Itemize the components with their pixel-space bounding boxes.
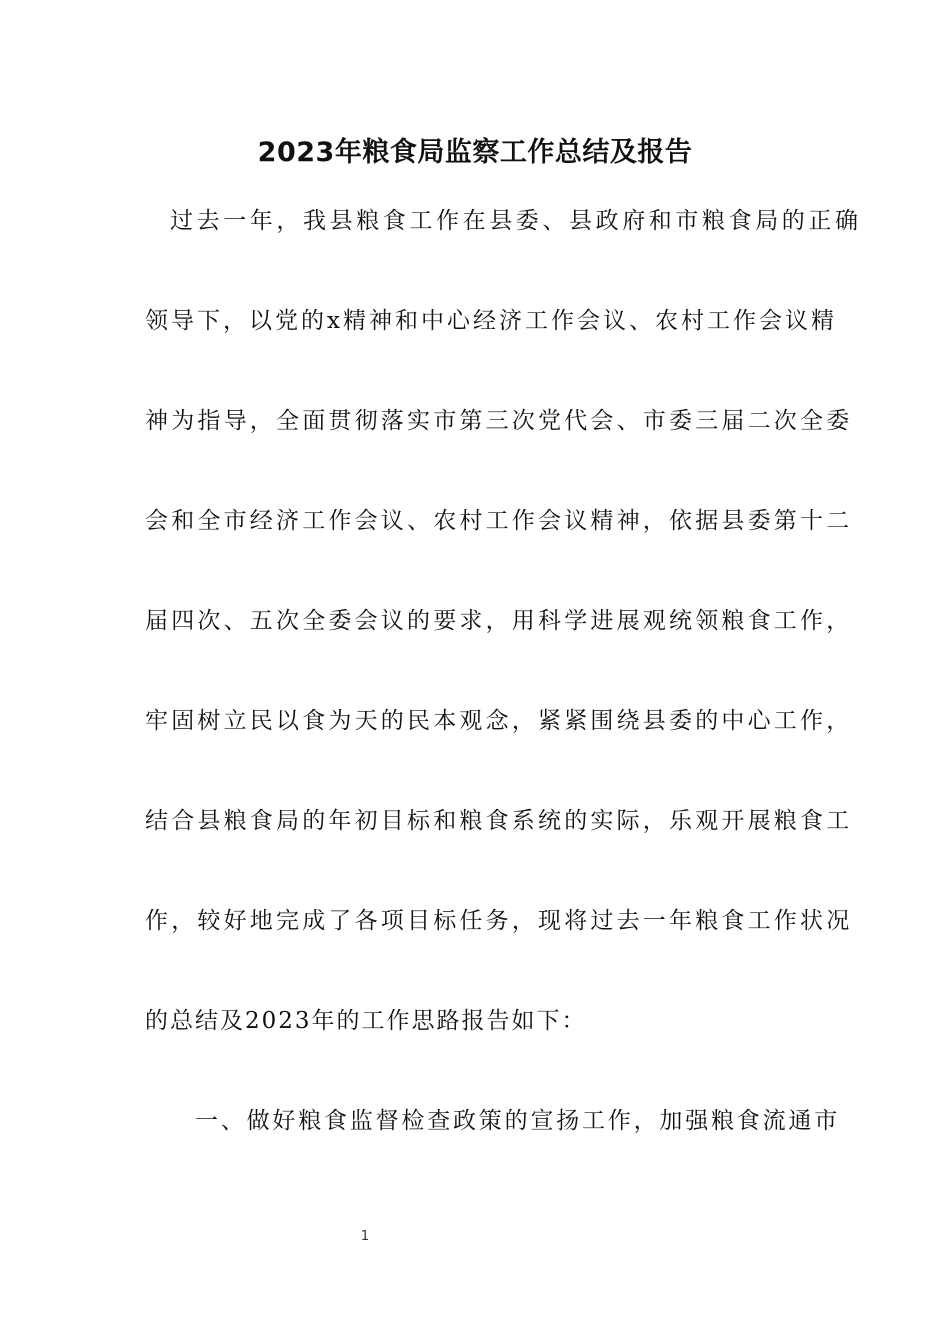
paragraph-line: 过去一年，我县粮食工作在县委、县政府和市粮食局的正确 [170,208,862,234]
document-title: 2023年粮食局监察工作总结及报告 [257,137,693,168]
paragraph-line: 领导下，以党的x精神和中心经济工作会议、农村工作会议精 [145,308,837,334]
section-heading-line: 一、做好粮食监督检查政策的宣扬工作，加强粮食流通市 [195,1108,840,1134]
paragraph-line: 神为指导，全面贯彻落实市第三次党代会、市委三届二次全委 [145,408,853,434]
paragraph-line: 作，较好地完成了各项目标任务，现将过去一年粮食工作状况 [145,908,853,934]
page-number: 1 [360,1229,370,1244]
paragraph-line: 牢固树立民以食为天的民本观念，紧紧围绕县委的中心工作， [145,708,853,734]
paragraph-line: 届四次、五次全委会议的要求，用科学进展观统领粮食工作， [145,608,853,634]
paragraph-line: 会和全市经济工作会议、农村工作会议精神，依据县委第十二 [145,508,853,534]
paragraph-line: 结合县粮食局的年初目标和粮食系统的实际，乐观开展粮食工 [145,808,853,834]
paragraph-line: 的总结及2023年的工作思路报告如下： [145,1008,587,1034]
